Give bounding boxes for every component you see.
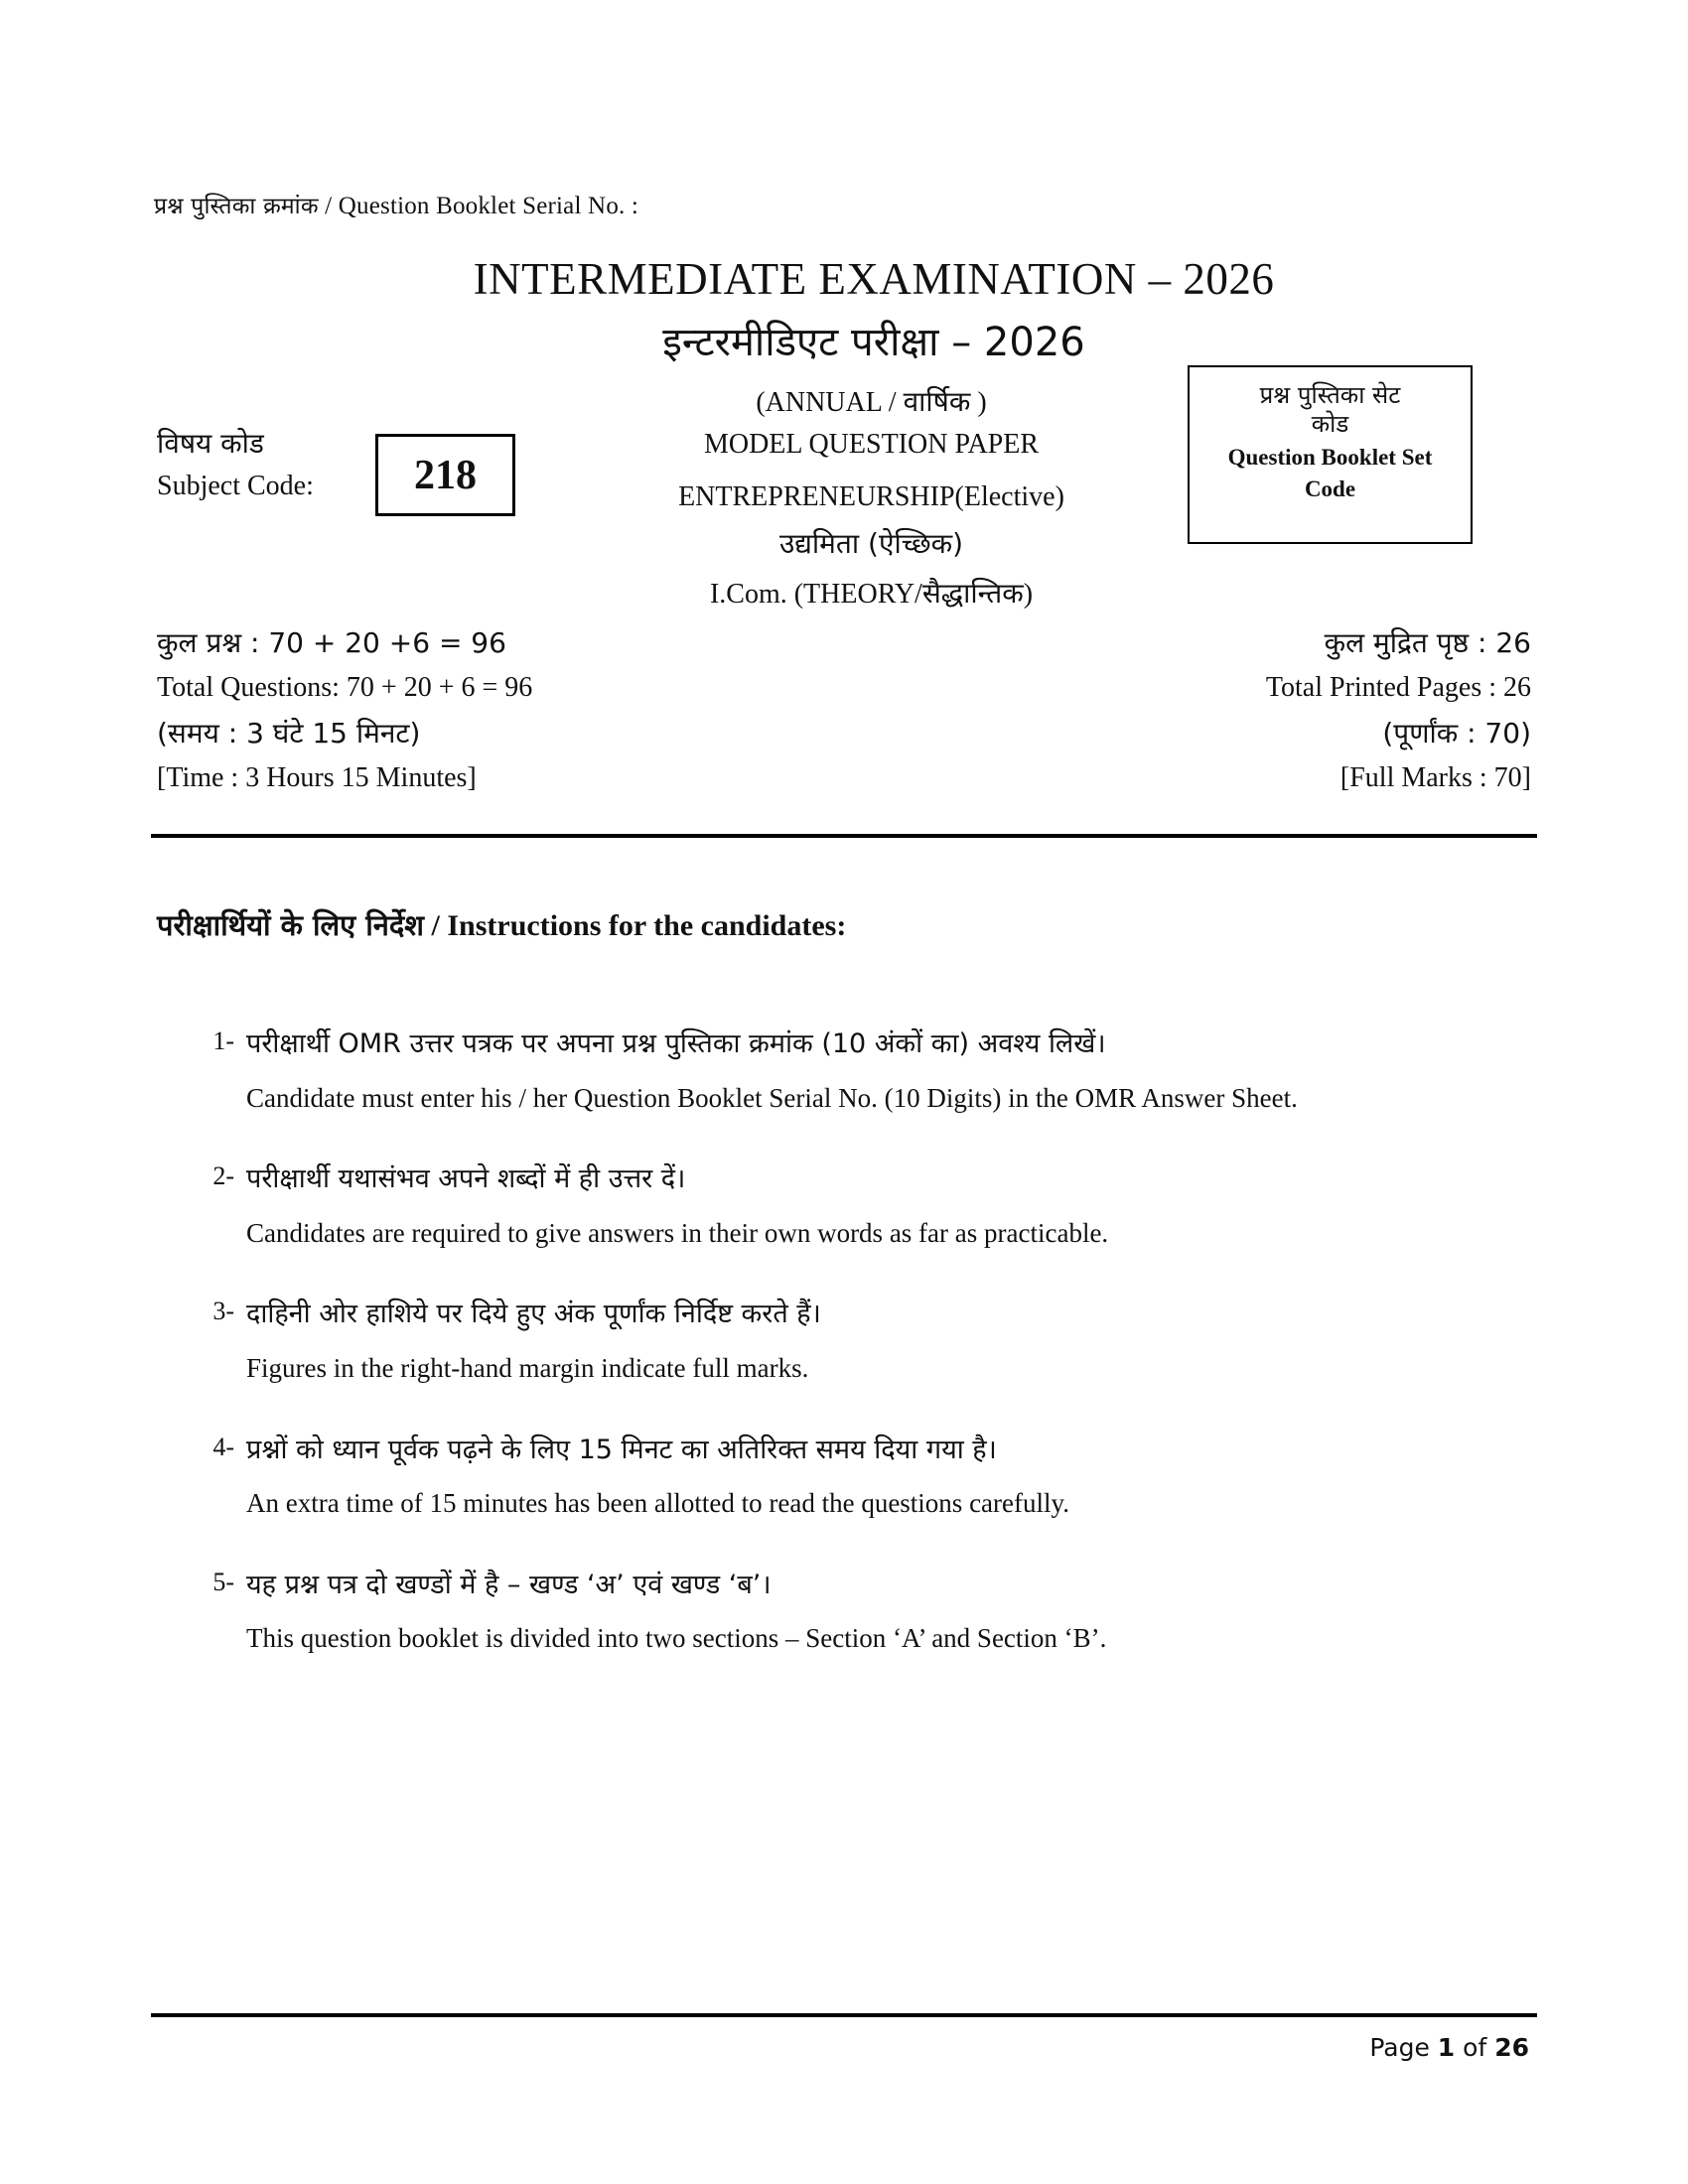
footer-divider-rule xyxy=(151,2013,1537,2017)
instruction-text-english: This question booklet is divided into two sections – Section ‘A’ and Section ‘B’. xyxy=(246,1623,1107,1654)
instruction-text-hindi: परीक्षार्थी OMR उत्तर पत्रक पर अपना प्रश्न पुस्तिका क्रमांक (10 अंकों का) अवश्य लिखें। xyxy=(246,1028,1106,1059)
instruction-item xyxy=(195,1431,1515,1526)
set-code-label-english-line1: Question Booklet Set xyxy=(1227,444,1433,470)
serial-separator: / xyxy=(318,193,339,219)
instruction-number: 3- xyxy=(212,1297,234,1326)
instruction-text-hindi: यह प्रश्न पत्र दो खण्डों में है – खण्ड ‘अ’ एवं खण्ड ‘ब’। xyxy=(246,1569,772,1600)
instruction-item xyxy=(195,1566,1515,1661)
total-questions-hindi: कुल प्रश्न : 70 + 20 +6 = 96 xyxy=(157,626,506,659)
instruction-item xyxy=(195,1024,1515,1120)
footer-page-total: 26 xyxy=(1494,2033,1529,2062)
question-booklet-serial-line xyxy=(154,189,638,220)
instruction-body xyxy=(246,1160,1515,1255)
subject-name-english: ENTREPRENEURSHIP(Elective) xyxy=(678,481,1064,512)
instruction-text-hindi: दाहिनी ओर हाशिये पर दिये हुए अंक पूर्णांक निर्दिष्ट करते हैं। xyxy=(246,1298,821,1330)
instruction-body xyxy=(246,1295,1515,1390)
exam-time-hindi: (समय : 3 घंटे 15 मिनट) xyxy=(157,716,421,750)
instruction-body xyxy=(246,1566,1515,1661)
subject-code-label-hindi: विषय कोड xyxy=(157,427,264,460)
total-questions-english: Total Questions: 70 + 20 + 6 = 96 xyxy=(157,672,533,704)
instructions-heading-english: Instructions for the candidates: xyxy=(447,909,847,942)
set-code-label-hindi-line1: प्रश्न पुस्तिका सेट xyxy=(1259,381,1401,409)
serial-label-hindi: प्रश्न पुस्तिका क्रमांक xyxy=(154,194,319,219)
subject-code-value: 218 xyxy=(414,452,477,498)
page-title-hindi: इन्टरमीडिएट परीक्षा – 2026 xyxy=(662,320,1085,365)
page-title-english: INTERMEDIATE EXAMINATION – 2026 xyxy=(473,254,1275,304)
set-code-label-hindi-line2: कोड xyxy=(1311,410,1349,439)
instruction-body xyxy=(246,1431,1515,1526)
stream-theory-line: I.Com. (THEORY/सैद्धान्तिक) xyxy=(709,579,1034,610)
instructions-heading xyxy=(157,905,846,944)
instructions-heading-separator: / xyxy=(424,909,448,942)
instruction-body xyxy=(246,1024,1515,1120)
exam-time-english: [Time : 3 Hours 15 Minutes] xyxy=(157,762,477,794)
model-question-paper-line: MODEL QUESTION PAPER xyxy=(703,429,1040,460)
exam-meta-right xyxy=(1266,620,1531,800)
full-marks-hindi: (पूर्णांक : 70) xyxy=(1382,716,1531,750)
set-code-label-english-line2: Code xyxy=(1304,477,1356,502)
instructions-list xyxy=(195,1024,1515,1701)
subject-code-value-box xyxy=(375,434,515,516)
exam-meta-left xyxy=(157,620,532,800)
instruction-text-hindi: परीक्षार्थी यथासंभव अपने शब्दों में ही उत्तर दें। xyxy=(246,1163,686,1195)
subject-code-label-english: Subject Code: xyxy=(157,471,314,502)
instruction-item xyxy=(195,1160,1515,1255)
instruction-text-english: Candidate must enter his / her Question Booklet Serial No. (10 Digits) in the OMR Answer Sheet. xyxy=(246,1082,1298,1113)
printed-pages-hindi: कुल मुद्रित पृष्ठ : 26 xyxy=(1324,626,1531,659)
instruction-text-english: Candidates are required to give answers in their own words as far as practicable. xyxy=(246,1217,1109,1248)
exam-session-line: (ANNUAL / वार्षिक ) xyxy=(756,387,987,418)
instruction-text-english: Figures in the right-hand margin indicate full marks. xyxy=(246,1352,809,1383)
instruction-text-english: An extra time of 15 minutes has been allotted to read the questions carefully. xyxy=(246,1488,1069,1519)
page-number-footer xyxy=(1369,2033,1529,2062)
full-marks-english: [Full Marks : 70] xyxy=(1339,762,1531,794)
instruction-number: 2- xyxy=(212,1161,234,1191)
instruction-text-hindi: प्रश्नों को ध्यान पूर्वक पढ़ने के लिए 15 मिनट का अतिरिक्त समय दिया गया है। xyxy=(246,1433,997,1465)
subject-code-label xyxy=(157,422,314,508)
question-booklet-set-code-box[interactable] xyxy=(1188,365,1473,544)
footer-page-prefix: Page xyxy=(1369,2033,1438,2062)
instruction-number: 1- xyxy=(212,1026,234,1055)
instruction-number: 4- xyxy=(212,1432,234,1461)
instruction-item xyxy=(195,1295,1515,1390)
instruction-number: 5- xyxy=(212,1567,234,1596)
footer-page-current: 1 xyxy=(1437,2033,1456,2062)
serial-label-english: Question Booklet Serial No. : xyxy=(338,193,639,219)
instructions-heading-hindi: परीक्षार्थियों के लिए निर्देश xyxy=(157,908,425,942)
footer-page-middle: of xyxy=(1455,2033,1495,2062)
subject-name-hindi: उद्यमिता (ऐच्छिक) xyxy=(778,527,964,560)
printed-pages-english: Total Printed Pages : 26 xyxy=(1265,672,1531,704)
header-divider-rule xyxy=(151,834,1537,838)
